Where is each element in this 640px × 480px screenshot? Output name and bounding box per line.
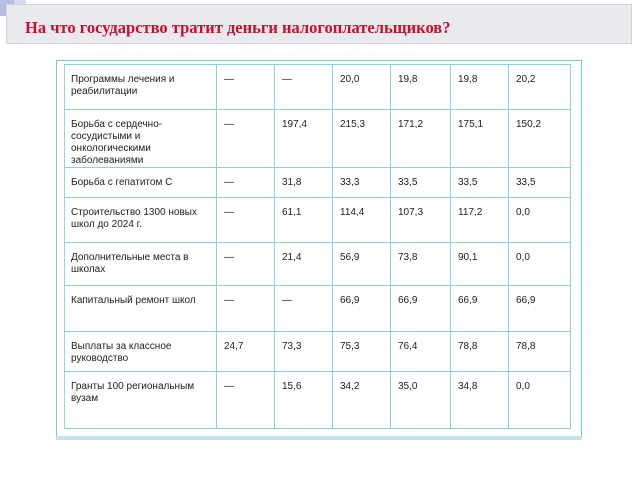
cell-value: 66,9: [451, 286, 509, 332]
cell-value: 75,3: [333, 332, 391, 372]
row-label: Борьба с гепатитом С: [65, 168, 217, 198]
cell-value: 66,9: [509, 286, 571, 332]
slide-title: На что государство тратит деньги налогоплательщиков?: [25, 18, 451, 37]
cell-value: 19,8: [451, 65, 509, 110]
row-label: Капитальный ремонт школ: [65, 286, 217, 332]
table-row: [65, 168, 571, 198]
cell-value: 66,9: [391, 286, 451, 332]
cell-value: 0,0: [509, 198, 571, 243]
cell-value: 117,2: [451, 198, 509, 243]
cell-value: 73,3: [275, 332, 333, 372]
cell-value: 33,3: [333, 168, 391, 198]
cell-value: —: [217, 243, 275, 286]
row-label: Гранты 100 региональным вузам: [65, 372, 217, 429]
cell-value: 66,9: [333, 286, 391, 332]
table-row: [65, 110, 571, 168]
cell-value: 175,1: [451, 110, 509, 168]
row-label: Борьба с сердечно-сосудистыми и онкологическими заболеваниями: [65, 110, 217, 168]
cell-value: 197,4: [275, 110, 333, 168]
row-label: Дополнительные места в школах: [65, 243, 217, 286]
table-row: [65, 243, 571, 286]
cell-value: 56,9: [333, 243, 391, 286]
cell-value: 33,5: [509, 168, 571, 198]
cell-value: —: [275, 65, 333, 110]
cell-value: —: [217, 198, 275, 243]
cell-value: 0,0: [509, 243, 571, 286]
cell-value: 0,0: [509, 372, 571, 429]
row-label: Программы лечения и реабилитации: [65, 65, 217, 110]
cell-value: 107,3: [391, 198, 451, 243]
cell-value: 171,2: [391, 110, 451, 168]
cell-value: 24,7: [217, 332, 275, 372]
cell-value: 150,2: [509, 110, 571, 168]
table-row: [65, 372, 571, 429]
cell-value: 31,8: [275, 168, 333, 198]
cell-value: 35,0: [391, 372, 451, 429]
cell-value: 90,1: [451, 243, 509, 286]
cell-value: 78,8: [451, 332, 509, 372]
cell-value: 76,4: [391, 332, 451, 372]
cell-value: —: [217, 372, 275, 429]
row-label: Строительство 1300 новых школ до 2024 г.: [65, 198, 217, 243]
cell-value: 33,5: [451, 168, 509, 198]
row-label: Выплаты за классное руководство: [65, 332, 217, 372]
cell-value: —: [217, 168, 275, 198]
cell-value: 78,8: [509, 332, 571, 372]
cell-value: 34,2: [333, 372, 391, 429]
table-row: [65, 198, 571, 243]
cell-value: 61,1: [275, 198, 333, 243]
cell-value: 19,8: [391, 65, 451, 110]
title-banner: [6, 4, 632, 44]
cell-value: —: [217, 110, 275, 168]
cell-value: 73,8: [391, 243, 451, 286]
cell-value: 20,2: [509, 65, 571, 110]
cell-value: —: [275, 286, 333, 332]
table-frame-bottom: [56, 436, 582, 440]
cell-value: —: [217, 286, 275, 332]
cell-value: 215,3: [333, 110, 391, 168]
cell-value: 20,0: [333, 65, 391, 110]
table-row: [65, 286, 571, 332]
budget-table: [64, 64, 571, 429]
cell-value: 114,4: [333, 198, 391, 243]
cell-value: 15,6: [275, 372, 333, 429]
cell-value: 21,4: [275, 243, 333, 286]
table-row: [65, 332, 571, 372]
table-row: [65, 65, 571, 110]
cell-value: —: [217, 65, 275, 110]
cell-value: 33,5: [391, 168, 451, 198]
cell-value: 34,8: [451, 372, 509, 429]
